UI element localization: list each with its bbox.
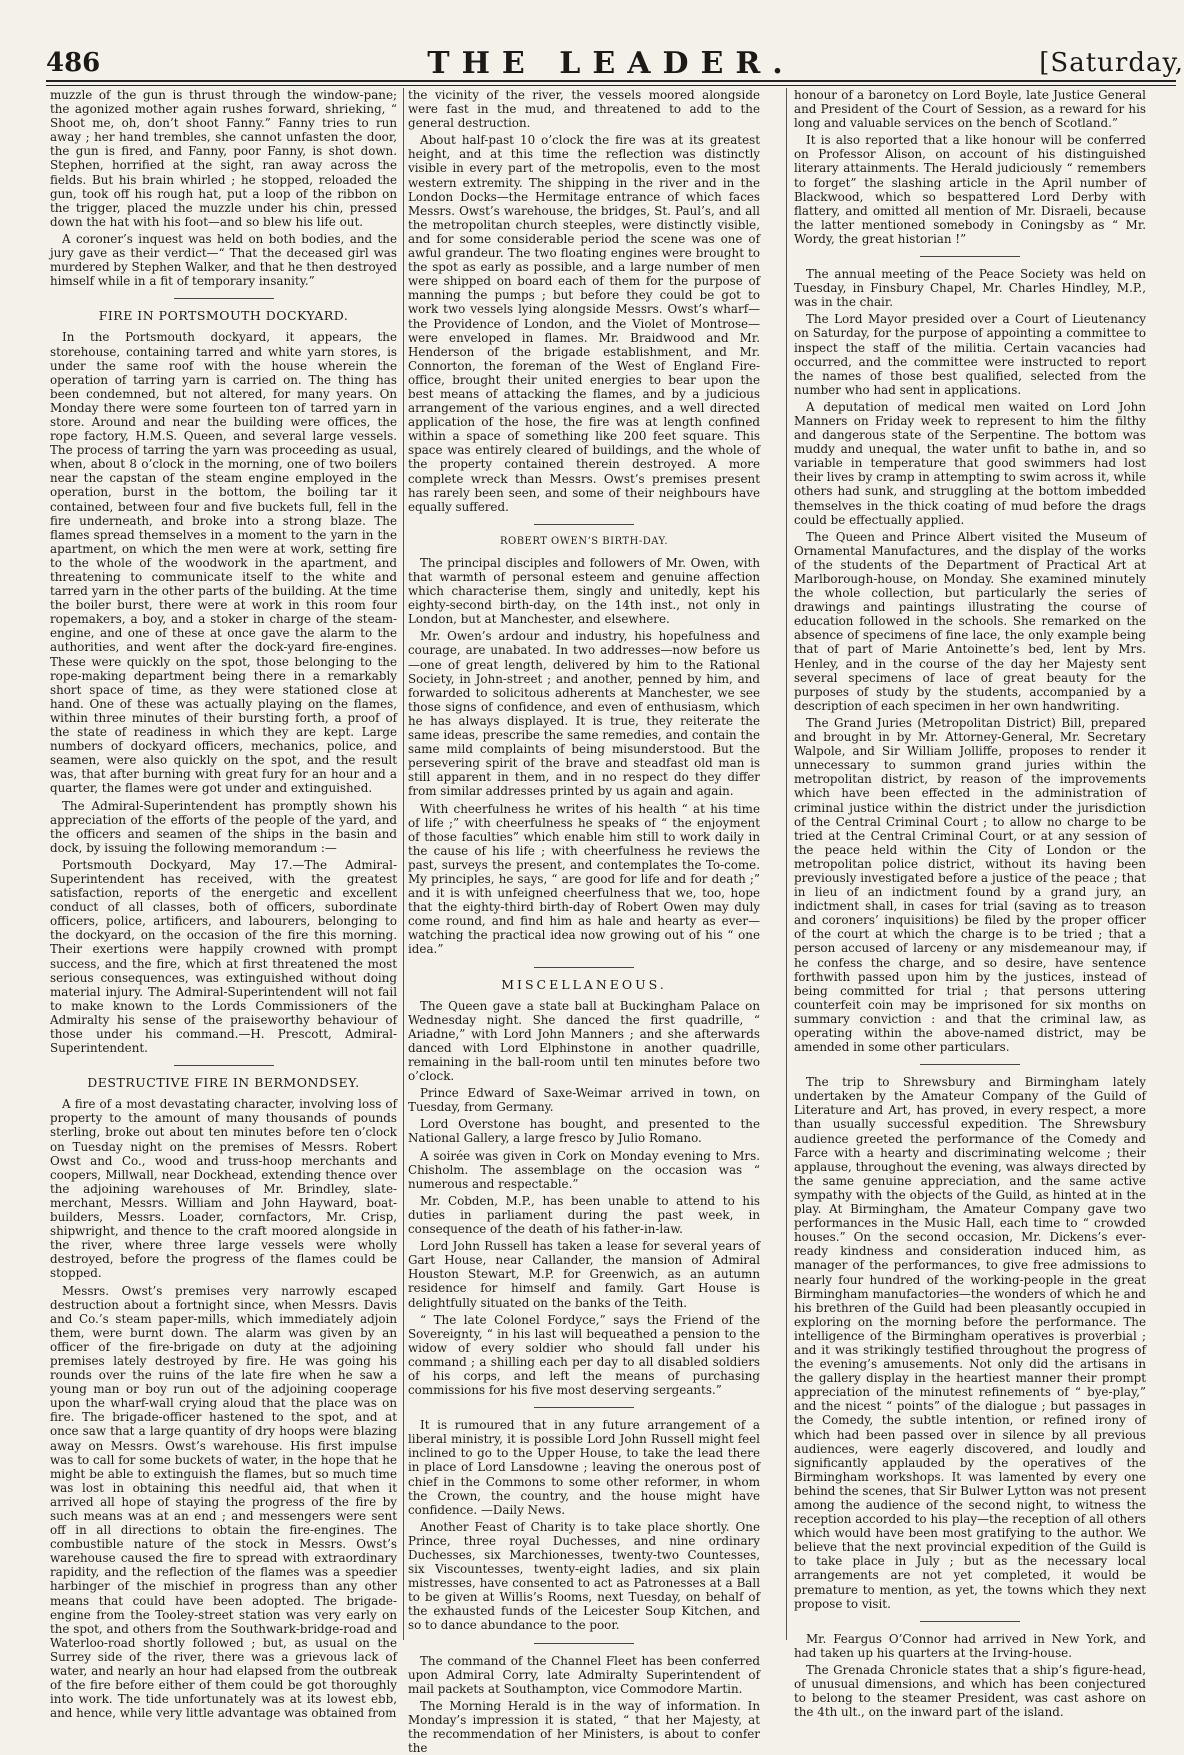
article-paragraph: The Morning Herald is in the way of information. In Monday’s impression it is stated, “ that her Majesty, at the recommendation of her Ministers, is about to confer the xyxy=(408,1698,760,1755)
article-paragraph: “ The late Colonel Fordyce,” says the Friend of the Sovereignty, “ in his last will bequeathed a pension to the widow of every soldier who should fall under his command ; a shilling each per day to all disabled soldiers of his corps, and left the means of purchasing commissions for his five most deserving sergeants.” xyxy=(408,1312,760,1398)
section-divider xyxy=(920,256,1020,257)
dateline: [Saturday, xyxy=(1039,48,1184,78)
article-paragraph: the vicinity of the river, the vessels moored alongside were fast in the mud, and threatened to add to the general destruction. xyxy=(408,88,760,131)
article-paragraph: The principal disciples and followers of Mr. Owen, with that warmth of personal esteem and genuine affection which characterise them, singly and unitedly, kept his eighty-second birth-day, on the 14th inst., not only in London, but at Manchester, and elsewhere. xyxy=(408,555,760,627)
article-paragraph: Another Feast of Charity is to take place shortly. One Prince, three royal Duchesses, and nine ordinary Duchesses, six Marchionesses, twenty-two Countesses, six Viscountesses, twenty-eight ladies, and six plain mistresses, have consented to act as Patronesses at a Ball to be given at Willis’s Rooms, next Tuesday, on behalf of the exhausted funds of the Leicester Soup Kitchen, and so to dance abundance to the poor. xyxy=(408,1519,760,1633)
article-paragraph: A soirée was given in Cork on Monday evening to Mrs. Chisholm. The assemblage on the occasion was “ numerous and respectable.” xyxy=(408,1148,760,1191)
article-paragraph: Prince Edward of Saxe-Weimar arrived in town, on Tuesday, from Germany. xyxy=(408,1086,760,1115)
article-paragraph: A fire of a most devastating character, involving loss of property to the amount of many thousands of pounds sterling, broke out about ten minutes before ten o’clock on Tuesday night on the premises of Messrs. Robert Owst and Co., wood and truss-hoop merchants and coopers, Millwall, near Dockhead, extending thence over the adjoining warehouses of Mr. Brindley, slate-merchant, Messrs. William and John Hayward, boat-builders, Messrs. Loader, cornfactors, Mr. Crisp, shipwright, and thence to the craft moored alongside in the river, where three large vessels were wholly destroyed, before the progress of the flames could be stopped. xyxy=(50,1097,397,1281)
article-paragraph: A coroner’s inquest was held on both bodies, and the jury gave as their verdict—“ That the deceased girl was murdered by Stephen Walker, and that he then destroyed himself while in a fit of temporary insanity.” xyxy=(50,231,397,289)
section-divider xyxy=(534,967,634,968)
article-paragraph: Lord John Russell has taken a lease for several years of Gart House, near Callander, the mansion of Admiral Houston Stewart, M.P. for Greenwich, as an autumn residence for himself and family. Gart House is delightfully situated on the banks of the Teith. xyxy=(408,1239,760,1310)
article-paragraph: The Queen gave a state ball at Buckingham Palace on Wednesday night. She danced the first quadrille, “ Ariadne,” with Lord John Manners ; and she afterwards danced with Lord Elphinstone in another quadrille, remaining in the ball-room until ten minutes before two o’clock. xyxy=(408,998,760,1084)
article-paragraph: The command of the Channel Fleet has been conferred upon Admiral Corry, late Admiralty Superintendent of mail packets at Southampton, vice Commodore Martin. xyxy=(408,1653,760,1696)
section-heading: MISCELLANEOUS. xyxy=(501,976,667,992)
article-paragraph: About half-past 10 o’clock the fire was at its greatest height, and at this time the reflection was distinctly visible in every part of the metropolis, even to the most western extremity. The shipping in the river and in the London Docks—the Hermitage entrance of which faces Messrs. Owst’s warehouse, the bridges, St. Paul’s, and all the metropolitan church steeples, were distinctly visible, and for some considerable period the scene was one of awful grandeur. The two floating engines were brought to the spot as early as possible, and a large number of men were shipped on board each of them for the purpose of manning the pumps ; but before they could be got to work two vessels lying alongside Messrs. Owst’s wharf—the Providence of London, and the Violet of Montrose—were enveloped in flames. Mr. Braidwood and Mr. Henderson of the brigade establishment, and Mr. Connorton, the foreman of the West of England Fire-office, brought their united energies to bear upon the best means of attacking the flames, and by a judicious arrangement of the various engines, and a well directed application of the hose, the fire was at length confined within a space of something like 200 feet square. This space was entirely cleared of buildings, and the whole of the property contained therein destroyed. A more complete wreck than Messrs. Owst’s premises present has rarely been seen, and some of their neighbours have equally suffered. xyxy=(408,133,760,514)
article-paragraph: A deputation of medical men waited on Lord John Manners on Friday week to represent to him the filthy and dangerous state of the Serpentine. The bottom was muddy and unequal, the water unfit to bathe in, and so variable in temperature that good swimmers had lost their lives by cramp in attempting to swim across it, while others had sunk, and struggling at the bottom imbedded themselves in the thick coating of mud before the drags could be effectually applied. xyxy=(794,399,1146,527)
column-1 xyxy=(50,88,397,1721)
column-rule xyxy=(786,88,787,1640)
masthead xyxy=(46,40,1184,81)
article-paragraph: The Lord Mayor presided over a Court of Lieutenancy on Saturday, for the purpose of appointing a committee to inspect the staff of the militia. Certain vacancies had occurred, and the committee were instructed to report the names of those best qualified, selected from the number who had sent in applications. xyxy=(794,312,1146,397)
article-paragraph: Mr. Cobden, M.P., has been unable to attend to his duties in parliament during the past week, in consequence of the death of his father-in-law. xyxy=(408,1193,760,1237)
article-paragraph: Portsmouth Dockyard, May 17.—The Admiral-Superintendent has received, with the greatest satisfaction, reports of the energetic and excellent conduct of all classes, both of officers, subordinate officers, police, artificers, and labourers, belonging to the dockyard, on the occasion of the fire this morning. Their exertions were happily crowned with prompt success, and the fire, which at first threatened the most serious consequences, was extinguished without doing material injury. The Admiral-Superintendent will not fail to make known to the Lords Commissioners of the Admiralty his sense of the praiseworthy behaviour of those under his command.—H. Prescott, Admiral-Superintendent. xyxy=(50,857,397,1056)
masthead-rule-thin xyxy=(46,85,1176,86)
column-2 xyxy=(408,88,760,1755)
article-paragraph: Lord Overstone has bought, and presented to the National Gallery, a large fresco by Julio Romano. xyxy=(408,1117,760,1146)
article-paragraph: The Grenada Chronicle states that a ship’s figure-head, of unusual dimensions, and which has been conjectured to belong to the steamer President, was cast ashore on the 4th ult., on the inward part of the island. xyxy=(794,1662,1146,1720)
section-divider xyxy=(534,1407,634,1408)
article-paragraph: The Queen and Prince Albert visited the Museum of Ornamental Manufactures, and the display of the works of the students of the Department of Practical Art at Marlborough-house, on Monday. She examined minutely the whole collection, but particularly the series of drawings and paintings illustrating the course of education followed in the schools. She remarked on the absence of specimens of fine lace, the only example being that of part of Marie Antoinette’s bed, lent by Mrs. Henley, and in the course of the day her Majesty sent several specimens of lace of great beauty for the purposes of study by the students, accompanied by a description of each specimen in her own handwriting. xyxy=(794,529,1146,713)
article-paragraph: In the Portsmouth dockyard, it appears, the storehouse, containing tarred and white yarn stores, is under the same roof with the house wherein the operation of tarring yarn is carried on. The thing has been condemned, but not altered, for many years. On Monday there were some fourteen ton of tarred yarn in store. Around and near the building were offices, the rope factory, H.M.S. Queen, and several large vessels. The process of tarring the yarn was proceeding as usual, when, about 8 o’clock in the morning, one of two boilers near the capstan of the steam engine employed in the operation, burst in the bottom, the boiling tar it contained, between four and five buckets full, fell in the fire underneath, and broke into a strong blaze. The flames spread themselves in a moment to the yarn in the apartment, on which the men were at work, setting fire to the whole of the woodwork in the apartment, and threatening to communicate itself to the white and tarred yarn in the other parts of the building. At the time the boiler burst, there were at work in this room four ropemakers, a boy, and a stoker in charge of the steam-engine, and one of these at once gave the alarm to the authorities, and went after the dock-yard fire-engines. These were quickly on the spot, those belonging to the rope-making department being there in a remarkably short space of time, as they were stationed close at hand. One of these was actually playing on the flames, within three minutes of their bursting forth, a proof of the state of readiness in which they are kept. Large numbers of dockyard officers, mechanics, police, and seamen, were also quickly on the spot, and the result was, that after burning with great fury for an hour and a quarter, the flames were got under and extinguished. xyxy=(50,330,397,796)
page-number: 486 xyxy=(46,48,101,78)
section-heading: DESTRUCTIVE FIRE IN BERMONDSEY. xyxy=(87,1075,360,1091)
article-paragraph: The Grand Juries (Metropolitan District) Bill, prepared and brought in by Mr. Attorney-General, Mr. Secretary Walpole, and Sir William Jolliffe, proposes to render it unnecessary to summon grand juries within the metropolitan district, by reason of the improvements which have been effected in the administration of criminal justice within the district under the jurisdiction of the Central Criminal Court ; to allow no charge to be tried at the Central Criminal Court, or at any session of the peace held within the City of London or the metropolitan police district, without its having been previously investigated before a justice of the peace ; that in lieu of an indictment found by a grand jury, an indictment shall, in cases for trial (saving as to treason and coroners’ inquisitions) be filed by the proper officer of the court at which the charge is to be tried ; that a person accused of larceny or any misdemeanour may, if he confess the charge, and so desire, have sentence forthwith passed upon him by the justices, instead of being committed for trial ; that persons uttering counterfeit coin may be imprisoned for six months on summary conviction : and that the criminal law, as operating within the above-named district, may be amended in some other particulars. xyxy=(794,715,1146,1055)
article-paragraph: The annual meeting of the Peace Society was held on Tuesday, in Finsbury Chapel, Mr. Charles Hindley, M.P., was in the chair. xyxy=(794,267,1146,310)
article-paragraph: muzzle of the gun is thrust through the window-pane; the agonized mother again rushes forward, shrieking, “ Shoot me, oh, don’t shoot Fanny.” Fanny tries to run away ; her hand trembles, she cannot unfasten the door, the gun is fired, and Fanny, poor Fanny, is shot down. Stephen, horrified at the sight, ran away across the fields. But his brain whirled ; he stopped, reloaded the gun, took off his rough hat, put a loop of the ribbon on the trigger, placed the muzzle under his chin, pressed down the hat with his foot—and so blew his life out. xyxy=(50,88,397,229)
section-divider xyxy=(174,298,274,299)
article-paragraph: The Admiral-Superintendent has promptly shown his appreciation of the efforts of the people of the yard, and the officers and seamen of the ships in the basin and dock, by issuing the following memorandum :— xyxy=(50,798,397,855)
article-paragraph: With cheerfulness he writes of his health “ at his time of life ;” with cheerfulness he speaks of “ the enjoyment of those faculties” which enable him still to work daily in the cause of his life ; with cheerfulness he reviews the past, surveys the present, and contemplates the To-come. My principles, he says, “ are good for life and for death ;” and it is with unfeigned cheerfulness that we, too, hope that the eighty-third birth-day of Robert Owen may duly come round, and find him as hale and hearty as ever—watching the practical idea now growing out of his “ one idea.” xyxy=(408,801,760,957)
section-divider xyxy=(920,1621,1020,1622)
article-paragraph: It is also reported that a like honour will be conferred on Professor Alison, on account of his distinguished literary attainments. The Herald judiciously “ remembers to forget” the slashing article in the April number of Blackwood, which so bespattered Lord Derby with flattery, and omitted all mention of Mr. Disraeli, because the latter mentioned somebody in Coningsby as “ Mr. Wordy, the great historian !” xyxy=(794,133,1146,246)
section-heading: ROBERT OWEN’S BIRTH-DAY. xyxy=(499,535,669,547)
article-paragraph: Mr. Feargus O’Connor had arrived in New York, and had taken up his quarters at the Irving-house. xyxy=(794,1631,1146,1660)
article-paragraph: Messrs. Owst’s premises very narrowly escaped destruction about a fortnight since, when Messrs. Davis and Co.’s steam paper-mills, which immediately adjoin them, were burnt down. The alarm was given by an officer of the fire-brigade on duty at the adjoining premises lately destroyed by fire. He was going his rounds over the ruins of the late fire when he saw a young man or boy run out of the adjoining cooperage upon the wharf-wall crying aloud that the place was on fire. The brigade-officer hastened to the spot, and at once saw that a large quantity of dry hoops were blazing away on Messrs. Owst’s warehouse. His first impulse was to call for some buckets of water, in the hope that he might be able to extinguish the flames, but so much time was lost in obtaining this needful aid, that when it arrived all hope of staying the progress of the fire by such means was at an end ; and messengers were sent off in all directions to obtain the fire-engines. The combustible nature of the stock in Messrs. Owst’s warehouse caused the fire to spread with extraordinary rapidity, and the reflection of the flames was a speedier harbinger of the mischief in progress than any other means that could have been adopted. The brigade-engine from the Tooley-street station was very early on the spot, and others from the Southwark-bridge-road and Waterloo-road shortly followed ; but, as usual on the Surrey side of the river, there was a grievous lack of water, and nearly an hour had elapsed from the outbreak of the fire before either of them could be got thoroughly into work. The tide unfortunately was at its lowest ebb, and hence, while very little advantage was obtained from xyxy=(50,1283,397,1721)
section-divider xyxy=(920,1064,1020,1065)
section-heading: FIRE IN PORTSMOUTH DOCKYARD. xyxy=(98,308,349,324)
article-paragraph: Mr. Owen’s ardour and industry, his hopefulness and courage, are unabated. In two addresses—now before us—one of great length, delivered by him to the Rational Society, in John-street ; and another, penned by him, and forwarded to solicitous adherents at Manchester, we see those signs of confidence, and even of enthusiasm, which he has always displayed. It is true, they reiterate the same ideas, prescribe the same remedies, and contain the same mild complaints of being misunderstood. But the persevering spirit of the brave and steadfast old man is still apparent in them, and in no respect do they differ from similar addresses printed by us again and again. xyxy=(408,629,760,799)
column-rule xyxy=(403,88,404,1640)
article-paragraph: honour of a baronetcy on Lord Boyle, late Justice General and President of the Court of Session, as a reward for his long and valuable services on the bench of Scotland.” xyxy=(794,88,1146,131)
masthead-rule xyxy=(46,80,1176,82)
publication-title: THE LEADER. xyxy=(427,46,795,81)
section-divider xyxy=(534,1643,634,1644)
section-divider xyxy=(534,524,634,525)
column-3 xyxy=(794,88,1146,1720)
section-divider xyxy=(174,1065,274,1066)
article-paragraph: The trip to Shrewsbury and Birmingham lately undertaken by the Amateur Company of the Guild of Literature and Art, has proved, in every respect, a more than usually successful expedition. The Shrewsbury audience greeted the performance of the Comedy and Farce with a hearty and discriminating welcome ; their applause, throughout the evening, was always directed by the same genuine appreciation, and the same active sympathy with the objects of the Guild, as hinted at in the play. At Birmingham, the Amateur Company gave two performances in the Music Hall, each time to “ crowded houses.” On the second occasion, Mr. Dickens’s ever-ready kindness and consideration induced him, as manager of the performances, to give free admissions to nearly four hundred of the working-people in the great Birmingham manufactories—the wonders of which he and his brethren of the Guild had been pleasantly occupied in exploring on the morning before the performance. The intelligence of the Birmingham operatives is proverbial ; and it was strikingly testified throughout the progress of the evening’s amusements. Not only did the artisans in the gallery display in the heartiest manner their prompt appreciation of the minutest refinements of “ bye-play,” and the nicest “ points” of the dialogue ; but passages in the Comedy, the subtle intention, or refined irony of which had been passed over in silence by all previous audiences, were eagerly discovered, and loudly and significantly applauded by the operatives of the Birmingham workshops. It was lamented by every one behind the scenes, that Sir Bulwer Lytton was not present among the audience of the second night, to witness the reception accorded to his play—the reception of all others which would have been most gratifying to the author. We believe that the next provincial expedition of the Guild is to take place in July ; but as the necessary local arrangements are not yet completed, it would be premature to mention, as yet, the towns which they next propose to visit. xyxy=(794,1075,1146,1611)
article-paragraph: It is rumoured that in any future arrangement of a liberal ministry, it is possible Lord John Russell might feel inclined to go to the Upper House, to take the lead there in place of Lord Lansdowne ; leaving the onerous post of chief in the Commons to some other reformer, in whom the Crown, the country, and the house might have confidence. —Daily News. xyxy=(408,1418,760,1517)
